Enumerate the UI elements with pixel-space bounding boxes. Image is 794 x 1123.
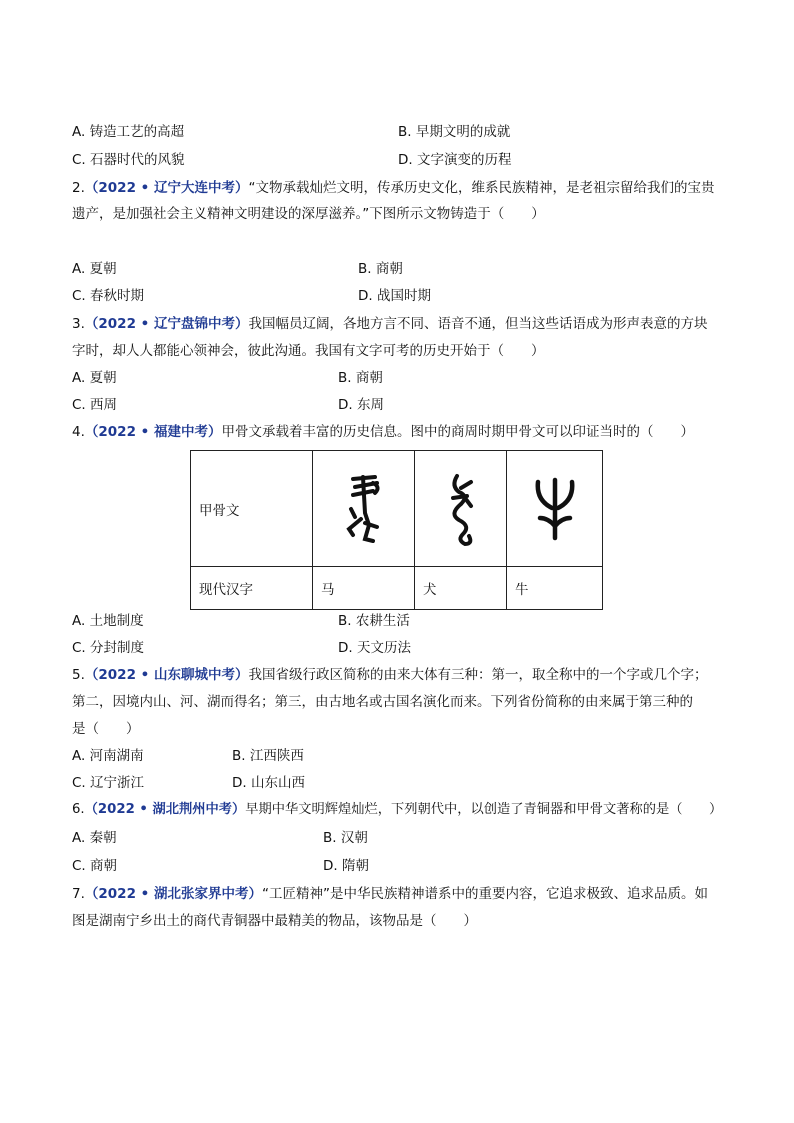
q4-option-a: A. 土地制度 (72, 613, 144, 629)
q3-number: 3. (72, 316, 85, 332)
q6-text1: 早期中华文明辉煌灿烂，下列朝代中，以创造了青铜器和甲骨文著称的是（ ） (245, 802, 723, 817)
q2-stem-line2: 遗产，是加强社会主义精神文明建设的深厚滋养。”下图所示文物铸造于（ ） (72, 206, 545, 222)
oracle-glyph-dog-cell (415, 451, 507, 567)
q3-stem-line2: 字时，却人人都能心领神会，彼此沟通。我国有文字可考的历史开始于（ ） (72, 343, 545, 359)
modern-char-horse: 马 (313, 567, 415, 610)
oracle-bone-table (190, 450, 603, 610)
q5-option-c: C. 辽宁浙江 (72, 775, 145, 791)
oracle-horse-glyph-icon (339, 469, 389, 549)
oracle-glyph-horse-cell (313, 451, 415, 567)
q4-text1: 甲骨文承载着丰富的历史信息。图中的商周时期甲骨文可以印证当时的（ ） (221, 424, 694, 440)
q2-option-d: D. 战国时期 (358, 288, 431, 304)
q2-option-c: C. 春秋时期 (72, 288, 145, 304)
q5-option-a: A. 河南湖南 (72, 748, 144, 764)
q1-option-c: C. 石器时代的风貌 (72, 152, 185, 168)
oracle-dog-glyph-icon (439, 468, 483, 550)
q3-option-a: A. 夏朝 (72, 370, 117, 386)
q5-option-b: B. 江西陕西 (232, 748, 304, 764)
q5-stem-line1 (72, 666, 708, 684)
q5-stem-line2: 第二，因境内山、河、湖而得名；第三，由古地名或古国名演化而来。下列省份简称的由来属于第三种的 (72, 694, 693, 710)
q1-option-b: B. 早期文明的成就 (398, 124, 511, 140)
q4-source: （2022 • 福建中考） (84, 424, 222, 440)
q6-option-a: A. 秦朝 (72, 830, 117, 846)
modern-char-ox: 牛 (507, 567, 603, 610)
q1-option-d: D. 文字演变的历程 (398, 152, 512, 168)
q2-source: （2022 • 辽宁大连中考） (84, 180, 249, 196)
modern-row-label: 现代汉字 (191, 567, 313, 610)
q7-number: 7. (72, 886, 85, 902)
q3-option-d: D. 东周 (338, 397, 384, 413)
oracle-row (191, 451, 603, 567)
q6-number: 6. (72, 802, 85, 817)
q2-text1: “文物承载灿烂文明，传承历史文化，维系民族精神，是老祖宗留给我们的宝贵 (248, 180, 715, 196)
q7-stem-line1 (72, 885, 708, 903)
q4-number: 4. (72, 424, 85, 440)
q2-stem-line1 (72, 179, 715, 197)
q4-stem-line1 (72, 423, 694, 441)
q6-stem-line1 (72, 801, 722, 819)
modern-row (191, 567, 603, 610)
q4-option-b: B. 农耕生活 (338, 613, 410, 629)
q2-option-a: A. 夏朝 (72, 261, 117, 277)
q6-option-d: D. 隋朝 (323, 858, 369, 874)
q6-option-b: B. 汉朝 (323, 830, 368, 846)
oracle-glyph-ox-cell (507, 451, 603, 567)
q3-option-c: C. 西周 (72, 397, 118, 413)
oracle-row-label: 甲骨文 (191, 451, 313, 567)
modern-char-dog: 犬 (415, 567, 507, 610)
q6-option-c: C. 商朝 (72, 858, 118, 874)
q3-option-b: B. 商朝 (338, 370, 383, 386)
q5-text1: 我国省级行政区简称的由来大体有三种：第一，取全称中的一个字或几个字； (248, 667, 708, 683)
q2-number: 2. (72, 180, 85, 196)
q7-stem-line2: 图是湖南宁乡出土的商代青铜器中最精美的物品，该物品是（ ） (72, 913, 477, 929)
q7-source: （2022 • 湖北张家界中考） (84, 886, 262, 902)
oracle-ox-glyph-icon (530, 474, 580, 544)
q7-text1: “工匠精神”是中华民族精神谱系中的重要内容，它追求极致、追求品质。如 (262, 886, 708, 902)
q5-source: （2022 • 山东聊城中考） (84, 667, 249, 683)
q5-stem-line3: 是（ ） (72, 721, 140, 737)
q4-option-d: D. 天文历法 (338, 640, 411, 656)
q3-source: （2022 • 辽宁盘锦中考） (84, 316, 249, 332)
q1-option-a: A. 铸造工艺的高超 (72, 124, 185, 140)
q3-stem-line1 (72, 315, 708, 333)
q3-text1: 我国幅员辽阔，各地方言不同、语音不通，但当这些话语成为形声表意的方块 (248, 316, 708, 332)
q2-option-b: B. 商朝 (358, 261, 403, 277)
q5-option-d: D. 山东山西 (232, 775, 305, 791)
q5-number: 5. (72, 667, 85, 683)
q4-option-c: C. 分封制度 (72, 640, 145, 656)
q6-source: （2022 • 湖北荆州中考） (84, 802, 246, 817)
